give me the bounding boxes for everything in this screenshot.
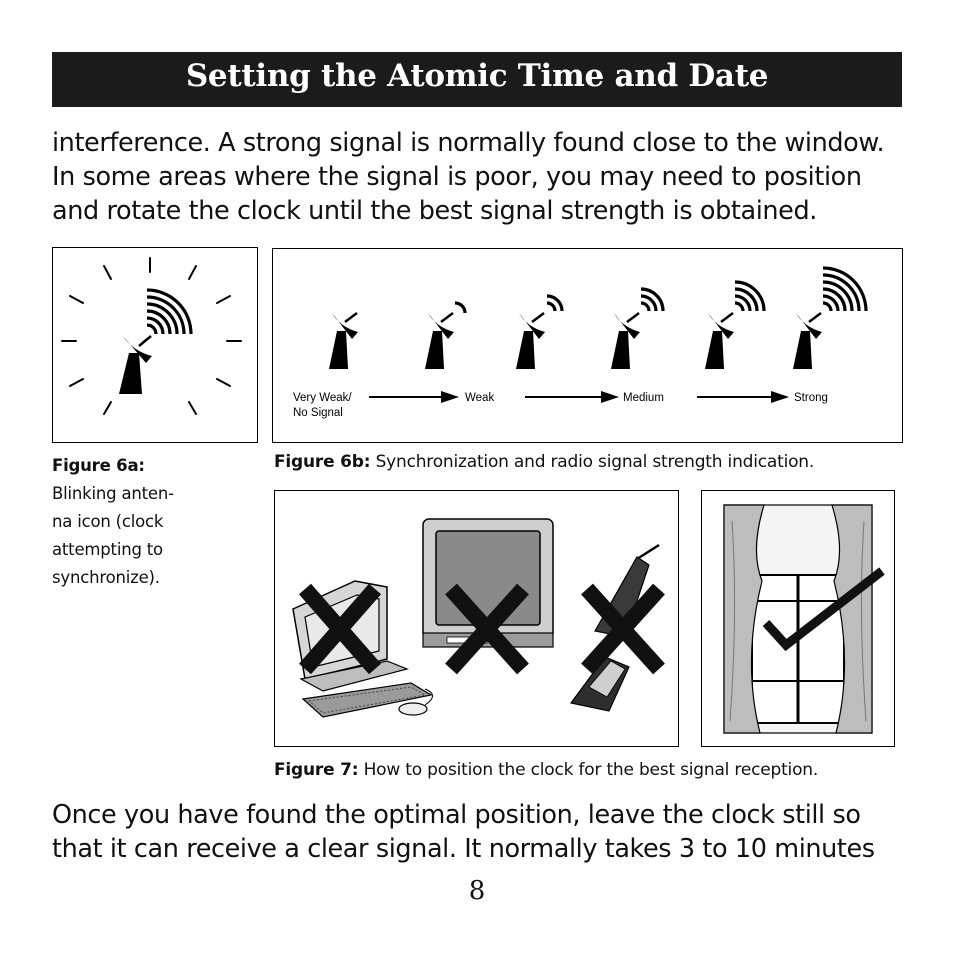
antenna-icon: [705, 282, 764, 369]
intro-line: and rotate the clock until the best signal strength is obtained.: [52, 196, 817, 226]
antenna-icon: [425, 303, 465, 369]
page-number: 8: [468, 876, 486, 906]
antenna-icon: [611, 289, 663, 369]
figure-7-good-location: [701, 490, 895, 747]
intro-line: In some areas where the signal is poor, you may need to position: [52, 162, 862, 192]
caption-text: Synchronization and radio signal strength indication.: [375, 452, 815, 472]
label-medium: Medium: [623, 392, 664, 404]
caption-line: na icon (clock: [52, 512, 164, 531]
window-icon: [702, 491, 894, 746]
figure-7-bad-locations: [274, 490, 679, 747]
figure-6a-caption: [52, 452, 174, 592]
antenna-icon: [793, 268, 866, 369]
label-strong: Strong: [794, 392, 828, 404]
caption-line: Blinking anten-: [52, 484, 174, 503]
caption-line: attempting to: [52, 540, 163, 559]
outro-line: that it can receive a clear signal. It normally takes 3 to 10 minutes: [52, 834, 875, 864]
label-no-signal: No Signal: [293, 407, 343, 419]
page-title: Setting the Atomic Time and Date: [185, 58, 769, 94]
caption-label: Figure 7:: [274, 760, 359, 780]
section-header: [52, 52, 902, 107]
intro-line: interference. A strong signal is normally found close to the window.: [52, 128, 885, 158]
intro-paragraph: [52, 126, 884, 228]
antenna-icon: [516, 296, 562, 369]
arrow-icon: [601, 391, 619, 403]
figure-6a: [52, 247, 258, 443]
figure-7-caption: [274, 760, 818, 780]
label-very-weak: Very Weak/: [293, 392, 352, 404]
signal-strength-diagram: [273, 249, 902, 442]
caption-label: Figure 6a:: [52, 456, 145, 475]
caption-text: How to position the clock for the best signal reception.: [363, 760, 819, 780]
caption-line: synchronize).: [52, 568, 160, 587]
arrow-icon: [441, 391, 459, 403]
figure-6b: [272, 248, 903, 443]
arrow-icon: [771, 391, 789, 403]
figure-6b-caption: [274, 452, 814, 472]
caption-label: Figure 6b:: [274, 452, 371, 472]
blinking-antenna-icon: [53, 248, 257, 442]
outro-paragraph: [52, 798, 875, 866]
outro-line: Once you have found the optimal position, leave the clock still so: [52, 800, 861, 830]
label-weak: Weak: [465, 392, 495, 404]
antenna-icon: [329, 313, 358, 369]
